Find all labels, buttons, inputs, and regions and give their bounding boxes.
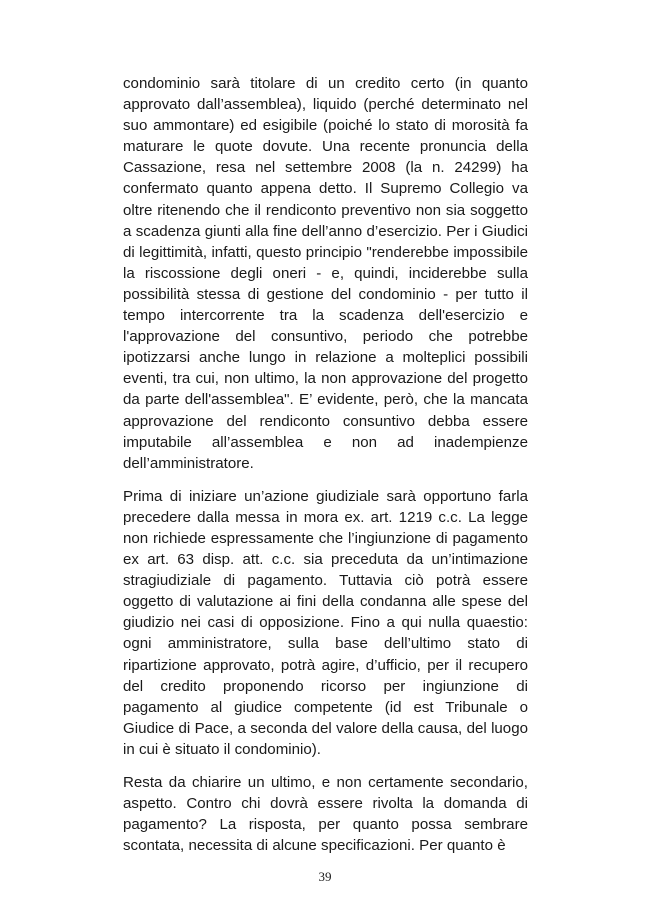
page-number: 39 <box>318 869 332 884</box>
paragraph-2: Prima di iniziare un’azione giudiziale sarà opportuno farla precedere dalla messa in mora ex. art. 1219 c.c. La legge non richiede espressamente che l’ingiunzione di pagamento ex art. 63 disp. att. c.c. sia preceduta da un’intimazione stragiudiziale di pagamento. Tuttavia ciò potrà essere oggetto di valutazione ai fini della condanna alle spese del giudizio nei casi di opposizione. Fino a qui nulla quaestio: ogni amministratore, sulla base dell’ultimo stato di ripartizione approvato, potrà agire, d’ufficio, per il recupero del credito proponendo ricorso per ingiunzione di pagamento al giudice competente (id est Tribunale o Giudice di Pace, a seconda del valore della causa, del luogo in cui è situato il condominio). <box>123 487 528 758</box>
paragraph-3: Resta da chiarire un ultimo, e non certamente secondario, aspetto. Contro chi dovrà essere rivolta la domanda di pagamento? La risposta, per quanto possa sembrare scontata, necessita di alcune specificazioni. Per quanto è <box>123 774 528 855</box>
paragraph-1: condominio sarà titolare di un credito certo (in quanto approvato dall’assemblea), liquido (perché determinato nel suo ammontare) ed esigibile (poiché lo stato di morosità fa maturare le quote dovute. Una recente pronuncia della Cassazione, resa nel settembre 2008 (la n. 24299) ha confermato quanto appena detto. Il Supremo Collegio va oltre ritenendo che il rendiconto preventivo non sia soggetto a scadenza giunti alla fine dell’anno d’esercizio. Per i Giudici di legittimità, infatti, questo principio "renderebbe impossibile la riscossione degli oneri - e, quindi, inciderebbe sulla possibilità stessa di gestione del condominio - per tutto il tempo intercorrente tra la scadenza dell'esercizio e l'approvazione del consuntivo, periodo che potrebbe ipotizzarsi anche lungo in relazione a molteplici possibili eventi, tra cui, non ultimo, la non approvazione del progetto da parte dell'assemblea". E’ evidente, però, che la mancata approvazione del rendiconto consuntivo debba essere imputabile all’assemblea e non ad inadempienze dell’amministratore. <box>123 75 528 472</box>
body-text <box>123 73 528 856</box>
